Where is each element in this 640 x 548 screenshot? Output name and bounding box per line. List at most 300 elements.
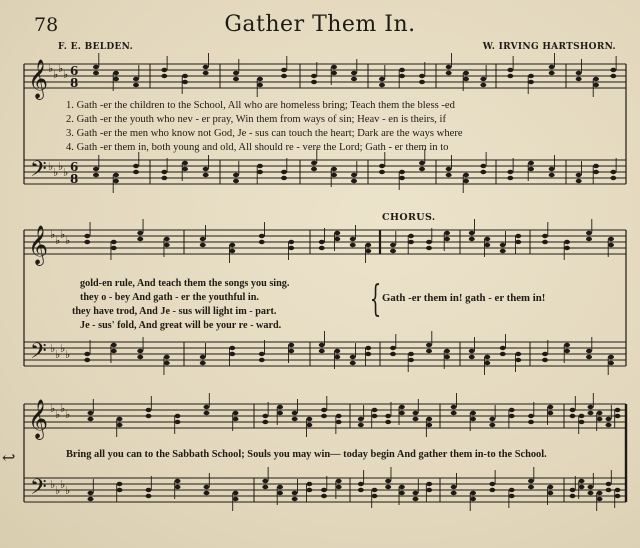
notehead	[133, 164, 139, 168]
notehead	[288, 343, 294, 347]
notehead	[292, 497, 298, 501]
notehead	[593, 77, 599, 81]
notehead	[480, 170, 486, 174]
notehead	[408, 358, 414, 362]
notehead	[470, 417, 476, 421]
notehead	[509, 494, 515, 498]
notehead	[547, 485, 553, 489]
notehead	[84, 240, 90, 244]
notehead	[336, 485, 342, 489]
notehead	[593, 170, 599, 174]
notehead	[586, 237, 592, 241]
notehead	[570, 488, 576, 492]
notehead	[606, 417, 612, 421]
notehead	[372, 494, 378, 498]
flat-sign: ♭	[65, 408, 71, 421]
notehead	[233, 173, 239, 177]
notehead	[451, 485, 457, 489]
time-signature: 6	[70, 64, 79, 78]
notehead	[257, 164, 263, 168]
notehead	[365, 249, 371, 253]
treble-clef: 𝄞	[28, 399, 49, 439]
notehead	[419, 167, 425, 171]
notehead	[413, 417, 419, 421]
verse-4-ending: Je - sus' fold, And great will be your re - ward.	[80, 320, 282, 331]
notehead	[470, 411, 476, 415]
notehead	[549, 65, 555, 69]
notehead	[117, 423, 123, 427]
notehead	[358, 423, 364, 427]
flat-sign: ♭	[58, 160, 64, 173]
notehead	[426, 246, 432, 250]
notehead	[390, 249, 396, 253]
notehead	[615, 408, 621, 412]
flat-sign: ♭	[53, 68, 59, 81]
notehead	[350, 355, 356, 359]
notehead	[576, 71, 582, 75]
verse-3-lyric: 3. Gath -er the men who know not God, Je - sus can touch the heart; Dark are the ways where	[66, 128, 463, 139]
notehead	[331, 167, 337, 171]
notehead	[292, 491, 298, 495]
flat-sign: ♭	[60, 402, 66, 415]
notehead	[233, 411, 239, 415]
notehead	[528, 414, 534, 418]
notehead	[111, 246, 117, 250]
notehead	[390, 346, 396, 350]
notehead	[610, 68, 616, 72]
notehead	[319, 240, 325, 244]
notehead	[576, 173, 582, 177]
notehead	[281, 176, 287, 180]
flat-sign: ♭	[65, 348, 71, 361]
flat-sign: ♭	[60, 342, 66, 355]
notehead	[277, 405, 283, 409]
notehead	[528, 74, 534, 78]
notehead	[515, 352, 521, 356]
verse-4-lyric: 4. Gath -er them in, both young and old, All should re - vere the Lord; Gath - er them in to	[66, 142, 449, 153]
notehead	[385, 420, 391, 424]
notehead	[509, 414, 515, 418]
notehead	[137, 355, 143, 359]
notehead	[399, 74, 405, 78]
notehead	[306, 423, 312, 427]
chorus-lyric: Gath -er them in! gath - er them in!	[382, 292, 546, 304]
notehead	[610, 74, 616, 78]
notehead	[277, 491, 283, 495]
flat-sign: ♭	[63, 166, 69, 179]
bass-clef: 𝄢	[30, 157, 47, 187]
notehead	[233, 71, 239, 75]
notehead	[597, 417, 603, 421]
notehead	[311, 74, 317, 78]
notehead	[281, 170, 287, 174]
notehead	[161, 176, 167, 180]
notehead	[277, 485, 283, 489]
flat-sign: ♭	[65, 234, 71, 247]
flat-sign: ♭	[55, 348, 61, 361]
flat-sign: ♭	[58, 62, 64, 75]
margin-mark: ↩	[2, 448, 16, 467]
notehead	[579, 485, 585, 489]
notehead	[277, 411, 283, 415]
notehead	[229, 346, 235, 350]
notehead	[489, 423, 495, 427]
notehead	[528, 167, 534, 171]
notehead	[379, 170, 385, 174]
notehead	[161, 170, 167, 174]
notehead	[451, 405, 457, 409]
notehead	[606, 482, 612, 486]
notehead	[233, 417, 239, 421]
notehead	[413, 497, 419, 501]
chorus-label: CHORUS.	[382, 212, 436, 223]
notehead	[379, 77, 385, 81]
notehead	[549, 173, 555, 177]
notehead	[146, 414, 152, 418]
notehead	[358, 488, 364, 492]
notehead	[203, 167, 209, 171]
notehead	[528, 420, 534, 424]
notehead	[182, 80, 188, 84]
notehead	[588, 411, 594, 415]
notehead	[608, 243, 614, 247]
notehead	[311, 80, 317, 84]
notehead	[446, 173, 452, 177]
notehead	[133, 77, 139, 81]
notehead	[259, 240, 265, 244]
flat-sign: ♭	[48, 160, 54, 173]
notehead	[608, 361, 614, 365]
notehead	[288, 246, 294, 250]
notehead	[365, 243, 371, 247]
notehead	[262, 479, 268, 483]
notehead	[319, 349, 325, 353]
notehead	[259, 234, 265, 238]
notehead	[515, 240, 521, 244]
verse-3-ending: they have trod, And Je - sus will light im - part.	[72, 306, 277, 317]
notehead	[444, 231, 450, 235]
notehead	[331, 71, 337, 75]
flat-sign: ♭	[60, 478, 66, 491]
notehead	[570, 494, 576, 498]
notehead	[588, 491, 594, 495]
notehead	[608, 355, 614, 359]
notehead	[408, 234, 414, 238]
notehead	[509, 488, 515, 492]
notehead	[528, 161, 534, 165]
notehead	[489, 482, 495, 486]
notehead	[413, 491, 419, 495]
notehead	[336, 420, 342, 424]
notehead	[379, 164, 385, 168]
notehead	[182, 161, 188, 165]
notehead	[507, 176, 513, 180]
flat-sign: ♭	[63, 68, 69, 81]
notehead	[549, 167, 555, 171]
composer-credit: W. IRVING HARTSHORN.	[482, 42, 616, 52]
notehead	[164, 243, 170, 247]
notehead	[500, 352, 506, 356]
notehead	[579, 420, 585, 424]
notehead	[257, 77, 263, 81]
notehead	[351, 71, 357, 75]
notehead	[515, 358, 521, 362]
notehead	[88, 491, 94, 495]
notehead	[444, 349, 450, 353]
notehead	[597, 497, 603, 501]
notehead	[262, 420, 268, 424]
verse-brace: {	[369, 279, 382, 320]
notehead	[281, 68, 287, 72]
verse-2-lyric: 2. Gath -er the youth who nev - er pray, Win them from ways of sin; Heav - en is theirs, if	[66, 114, 446, 125]
notehead	[463, 71, 469, 75]
notehead	[419, 161, 425, 165]
notehead	[500, 346, 506, 350]
notehead	[257, 83, 263, 87]
notehead	[426, 240, 432, 244]
notehead	[351, 173, 357, 177]
notehead	[444, 237, 450, 241]
notehead	[84, 234, 90, 238]
notehead	[113, 77, 119, 81]
notehead	[615, 488, 621, 492]
notehead	[306, 417, 312, 421]
notehead	[331, 65, 337, 69]
bass-clef: 𝄢	[30, 475, 47, 505]
notehead	[358, 417, 364, 421]
notehead	[113, 179, 119, 183]
notehead	[200, 243, 206, 247]
hymn-title: Gather Them In.	[224, 12, 416, 37]
notehead	[182, 167, 188, 171]
notehead	[579, 414, 585, 418]
notehead	[233, 77, 239, 81]
notehead	[204, 485, 210, 489]
notehead	[588, 485, 594, 489]
flat-sign: ♭	[55, 234, 61, 247]
notehead	[480, 77, 486, 81]
notehead	[528, 479, 534, 483]
notehead	[336, 414, 342, 418]
verse-1-ending: gold-en rule, And teach them the songs you sing.	[80, 278, 290, 289]
notehead	[500, 249, 506, 253]
notehead	[576, 179, 582, 183]
notehead	[93, 167, 99, 171]
notehead	[113, 173, 119, 177]
notehead	[542, 358, 548, 362]
notehead	[564, 349, 570, 353]
notehead	[292, 417, 298, 421]
notehead	[88, 417, 94, 421]
lyricist-credit: F. E. BELDEN.	[58, 42, 134, 52]
notehead	[281, 74, 287, 78]
notehead	[385, 485, 391, 489]
flat-sign: ♭	[48, 62, 54, 75]
time-signature: 8	[70, 172, 79, 186]
notehead	[385, 414, 391, 418]
notehead	[426, 488, 432, 492]
notehead	[390, 352, 396, 356]
notehead	[469, 355, 475, 359]
notehead	[586, 355, 592, 359]
notehead	[334, 237, 340, 241]
notehead	[419, 80, 425, 84]
notehead	[399, 176, 405, 180]
notehead	[111, 240, 117, 244]
notehead	[515, 234, 521, 238]
flat-sign: ♭	[53, 166, 59, 179]
notehead	[262, 414, 268, 418]
notehead	[306, 482, 312, 486]
notehead	[426, 417, 432, 421]
notehead	[93, 173, 99, 177]
notehead	[413, 411, 419, 415]
verse-1-lyric: 1. Gath -er the children to the School, All who are homeless bring; Teach them the bless -ed	[66, 100, 455, 111]
notehead	[365, 346, 371, 350]
notehead	[484, 355, 490, 359]
notehead	[507, 170, 513, 174]
notehead	[593, 164, 599, 168]
notehead	[399, 68, 405, 72]
notehead	[463, 173, 469, 177]
notehead	[350, 243, 356, 247]
system-3-lyric: Bring all you can to the Sabbath School; Souls you may win— today begin And gather them in-to the School.	[66, 449, 547, 460]
notehead	[399, 485, 405, 489]
notehead	[542, 352, 548, 356]
notehead	[321, 408, 327, 412]
flat-sign: ♭	[50, 342, 56, 355]
notehead	[399, 405, 405, 409]
notehead	[146, 494, 152, 498]
notehead	[204, 411, 210, 415]
notehead	[570, 414, 576, 418]
notehead	[292, 411, 298, 415]
notehead	[469, 237, 475, 241]
notehead	[350, 361, 356, 365]
notehead	[200, 237, 206, 241]
notehead	[88, 411, 94, 415]
bass-clef: 𝄢	[30, 339, 47, 369]
flat-sign: ♭	[50, 402, 56, 415]
notehead	[507, 74, 513, 78]
notehead	[446, 167, 452, 171]
notehead	[257, 170, 263, 174]
notehead	[175, 414, 181, 418]
notehead	[164, 361, 170, 365]
notehead	[615, 494, 621, 498]
notehead	[200, 355, 206, 359]
notehead	[419, 74, 425, 78]
notehead	[470, 491, 476, 495]
notehead	[233, 497, 239, 501]
notehead	[451, 411, 457, 415]
notehead	[334, 355, 340, 359]
page-number: 78	[34, 14, 59, 36]
notehead	[597, 491, 603, 495]
notehead	[111, 349, 117, 353]
notehead	[469, 231, 475, 235]
notehead	[351, 77, 357, 81]
treble-clef: 𝄞	[28, 59, 49, 99]
notehead	[463, 179, 469, 183]
notehead	[484, 361, 490, 365]
notehead	[175, 420, 181, 424]
notehead	[484, 243, 490, 247]
notehead	[507, 68, 513, 72]
notehead	[390, 243, 396, 247]
notehead	[610, 170, 616, 174]
notehead	[446, 65, 452, 69]
notehead	[200, 361, 206, 365]
notehead	[259, 358, 265, 362]
notehead	[259, 352, 265, 356]
notehead	[547, 411, 553, 415]
notehead	[547, 491, 553, 495]
notehead	[203, 173, 209, 177]
notehead	[146, 488, 152, 492]
notehead	[484, 237, 490, 241]
notehead	[469, 349, 475, 353]
notehead	[528, 80, 534, 84]
flat-sign: ♭	[55, 484, 61, 497]
flat-sign: ♭	[60, 228, 66, 241]
flat-sign: ♭	[55, 408, 61, 421]
notehead	[311, 161, 317, 165]
notehead	[576, 77, 582, 81]
notehead	[133, 170, 139, 174]
verse-2-ending: they o - bey And gath - er the youthful in.	[80, 292, 259, 303]
notehead	[175, 479, 181, 483]
notehead	[93, 65, 99, 69]
notehead	[117, 482, 123, 486]
flat-sign: ♭	[50, 478, 56, 491]
notehead	[542, 234, 548, 238]
notehead	[334, 349, 340, 353]
notehead	[597, 411, 603, 415]
notehead	[379, 83, 385, 87]
treble-clef: 𝄞	[28, 225, 49, 265]
notehead	[350, 237, 356, 241]
notehead	[233, 179, 239, 183]
notehead	[608, 237, 614, 241]
notehead	[579, 479, 585, 483]
notehead	[233, 491, 239, 495]
notehead	[542, 240, 548, 244]
notehead	[615, 414, 621, 418]
notehead	[229, 243, 235, 247]
notehead	[564, 246, 570, 250]
notehead	[606, 423, 612, 427]
notehead	[161, 74, 167, 78]
notehead	[306, 488, 312, 492]
notehead	[229, 352, 235, 356]
notehead	[164, 237, 170, 241]
notehead	[549, 71, 555, 75]
notehead	[444, 355, 450, 359]
notehead	[319, 246, 325, 250]
notehead	[372, 488, 378, 492]
notehead	[463, 77, 469, 81]
notehead	[470, 497, 476, 501]
notehead	[161, 68, 167, 72]
notehead	[137, 237, 143, 241]
notehead	[446, 71, 452, 75]
flat-sign: ♭	[50, 228, 56, 241]
notehead	[547, 405, 553, 409]
notehead	[610, 176, 616, 180]
notehead	[113, 71, 119, 75]
notehead	[334, 231, 340, 235]
